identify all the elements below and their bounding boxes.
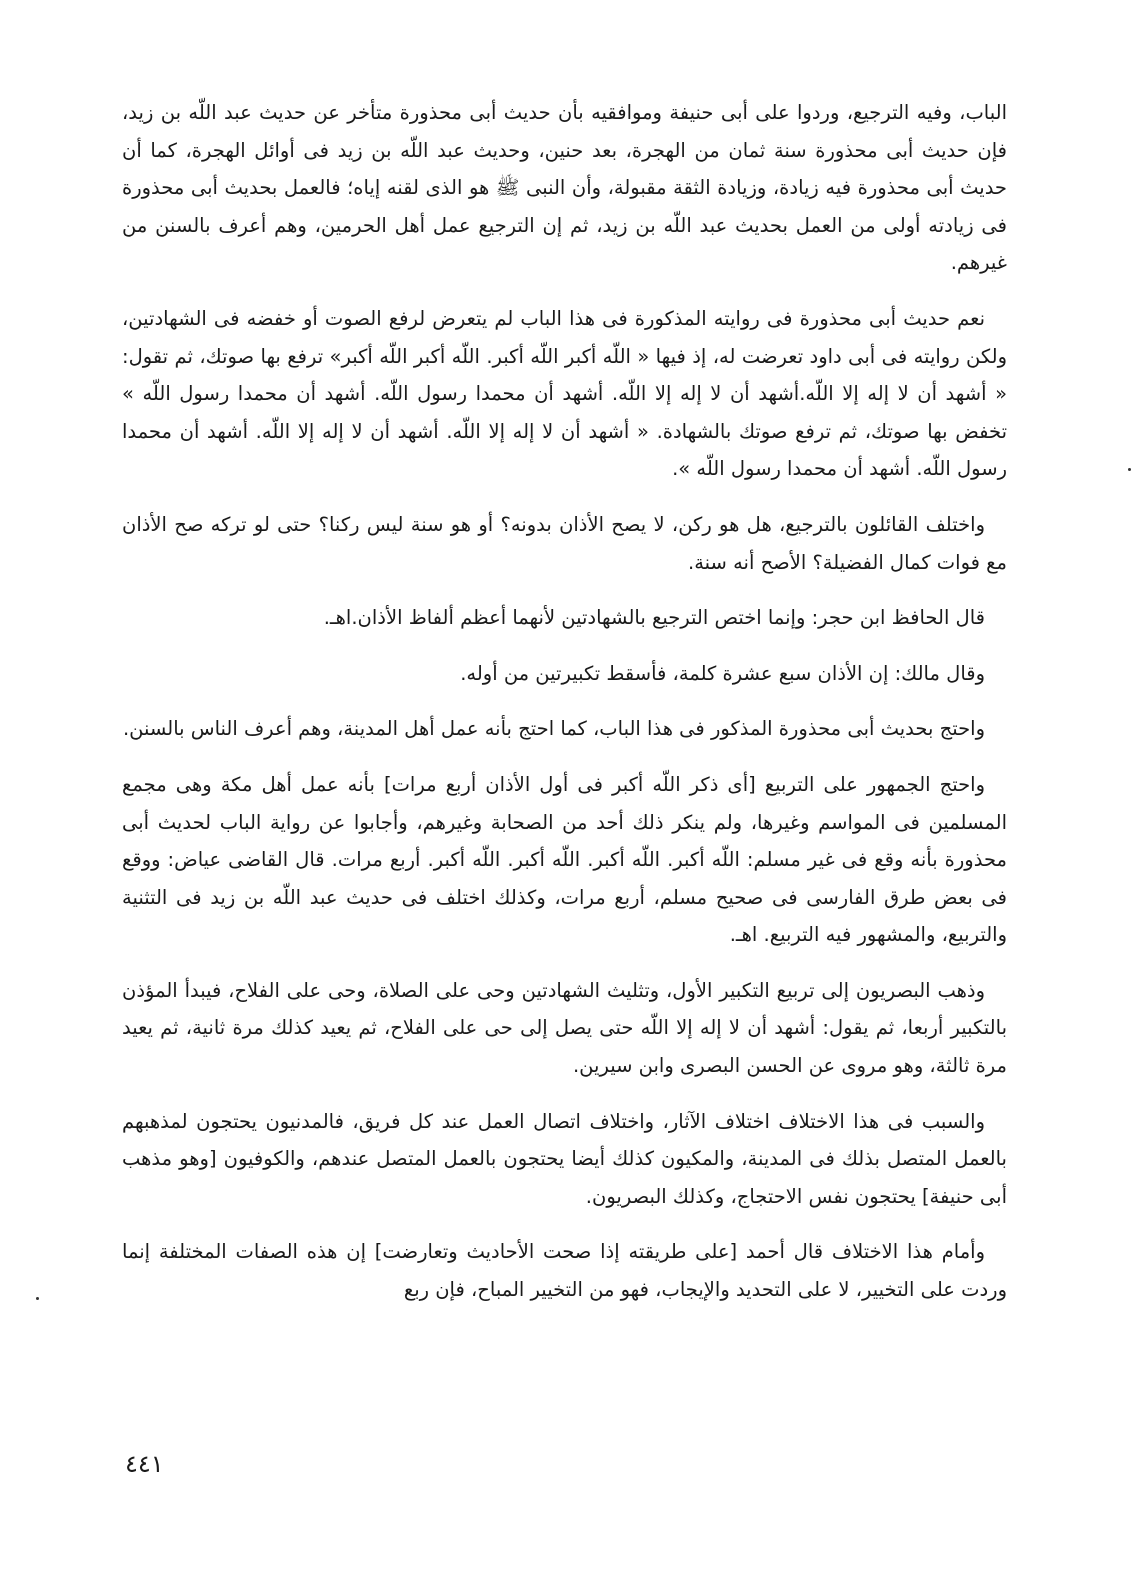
paragraph-9: والسبب فى هذا الاختلاف اختلاف الآثار، واختلاف اتصال العمل عند كل فريق، فالمدنيون يحتجون لمذهبهم بالعمل المتصل بذلك فى المدينة، والمكيون كذلك أيضا يحتجون بالعمل المتصل عندهم، والكوفيون [وهو مذهب أبى حنيفة] يحتجون نفس الاحتجاج، وكذلك البصريون. xyxy=(122,1109,1007,1208)
paragraph-4: قال الحافظ ابن حجر: وإنما اختص الترجيع بالشهادتين لأنهما أعظم ألفاظ الأذان.اهـ. xyxy=(323,606,985,630)
scan-speck-1 xyxy=(36,1297,39,1300)
paragraph-7: واحتج الجمهور على التربيع [أى ذكر اللّه أكبر فى أول الأذان أربع مرات] بأنه عمل أهل مكة وهى مجمع المسلمين فى المواسم وغيرها، ولم ينكر ذلك أحد من الصحابة وغيرهم، وأجابوا عن رواية الباب لحديث أبى محذورة بأنه وقع فى غير مسلم: اللّه أكبر. اللّه أكبر. اللّه أكبر. اللّه أكبر. أربع مرات. قال القاضى عياض: ووقع فى بعض طرق الفارسى فى صحيح مسلم، أربع مرات، وكذلك اختلف فى حديث عبد اللّه بن زيد فى التثنية والتربيع، والمشهور فيه التربيع. اهـ. xyxy=(122,772,1007,947)
paragraph-6: واحتج بحديث أبى محذورة المذكور فى هذا الباب، كما احتج بأنه عمل أهل المدينة، وهم أعرف الناس بالسنن. xyxy=(122,717,985,741)
paragraph-8: وذهب البصريون إلى تربيع التكبير الأول، وتثليث الشهادتين وحى على الصلاة، وحى على الفلاح، فيبدأ المؤذن بالتكبير أربعا، ثم يقول: أشهد أن لا إله إلا اللّه حتى يصل إلى حى على الفلاح، ثم يعيد كذلك مرة ثانية، ثم يعيد مرة ثالثة، وهو مروى عن الحسن البصرى وابن سيرين. xyxy=(122,978,1007,1078)
page-body xyxy=(122,94,1007,1327)
paragraph-3: واختلف القائلون بالترجيع، هل هو ركن، لا يصح الأذان بدونه؟ أو هو سنة ليس ركنا؟ حتى لو تركه صح الأذان مع فوات كمال الفضيلة؟ الأصح أنه سنة. xyxy=(122,512,1007,574)
paragraph-5: وقال مالك: إن الأذان سبع عشرة كلمة، فأسقط تكبيرتين من أوله. xyxy=(460,661,985,685)
paragraph-2: نعم حديث أبى محذورة فى روايته المذكورة فى هذا الباب لم يتعرض لرفع الصوت أو خفضه فى الشهادتين، ولكن روايته فى أبى داود تعرضت له، إذ فيها « اللّه أكبر اللّه أكبر. اللّه أكبر اللّه أكبر» ترفع بها صوتك، ثم تقول: « أشهد أن لا إله إلا اللّه.أشهد أن لا إله إلا اللّه. أشهد أن محمدا رسول اللّه. أشهد أن محمدا رسول اللّه » تخفض بها صوتك، ثم ترفع صوتك بالشهادة. « أشهد أن لا إله إلا اللّه. أشهد أن لا إله إلا اللّه. أشهد أن محمدا رسول اللّه. أشهد أن محمدا رسول اللّه ». xyxy=(122,306,1007,481)
paragraph-1: الباب، وفيه الترجيع، وردوا على أبى حنيفة وموافقيه بأن حديث أبى محذورة متأخر عن حديث عبد اللّه بن زيد، فإن حديث أبى محذورة سنة ثمان من الهجرة، بعد حنين، وحديث عبد اللّه بن زيد فى أوائل الهجرة، كما أن حديث أبى محذورة فيه زيادة، وزيادة الثقة مقبولة، وأن النبى ﷺ هو الذى لقنه إياه؛ فالعمل بحديث أبى محذورة فى زيادته أولى من العمل بحديث عبد اللّه بن زيد، ثم إن الترجيع عمل أهل الحرمين، وهم أعرف بالسنن من غيرهم. xyxy=(122,101,1007,275)
paragraph-10: وأمام هذا الاختلاف قال أحمد [على طريقته إذا صحت الأحاديث وتعارضت] إن هذه الصفات المختلفة إنما وردت على التخيير، لا على التحديد والإيجاب، فهو من التخيير المباح، فإن ربع xyxy=(122,1240,1007,1302)
scan-speck-2 xyxy=(1128,468,1131,471)
page-number: ٤٤١ xyxy=(125,1450,164,1478)
